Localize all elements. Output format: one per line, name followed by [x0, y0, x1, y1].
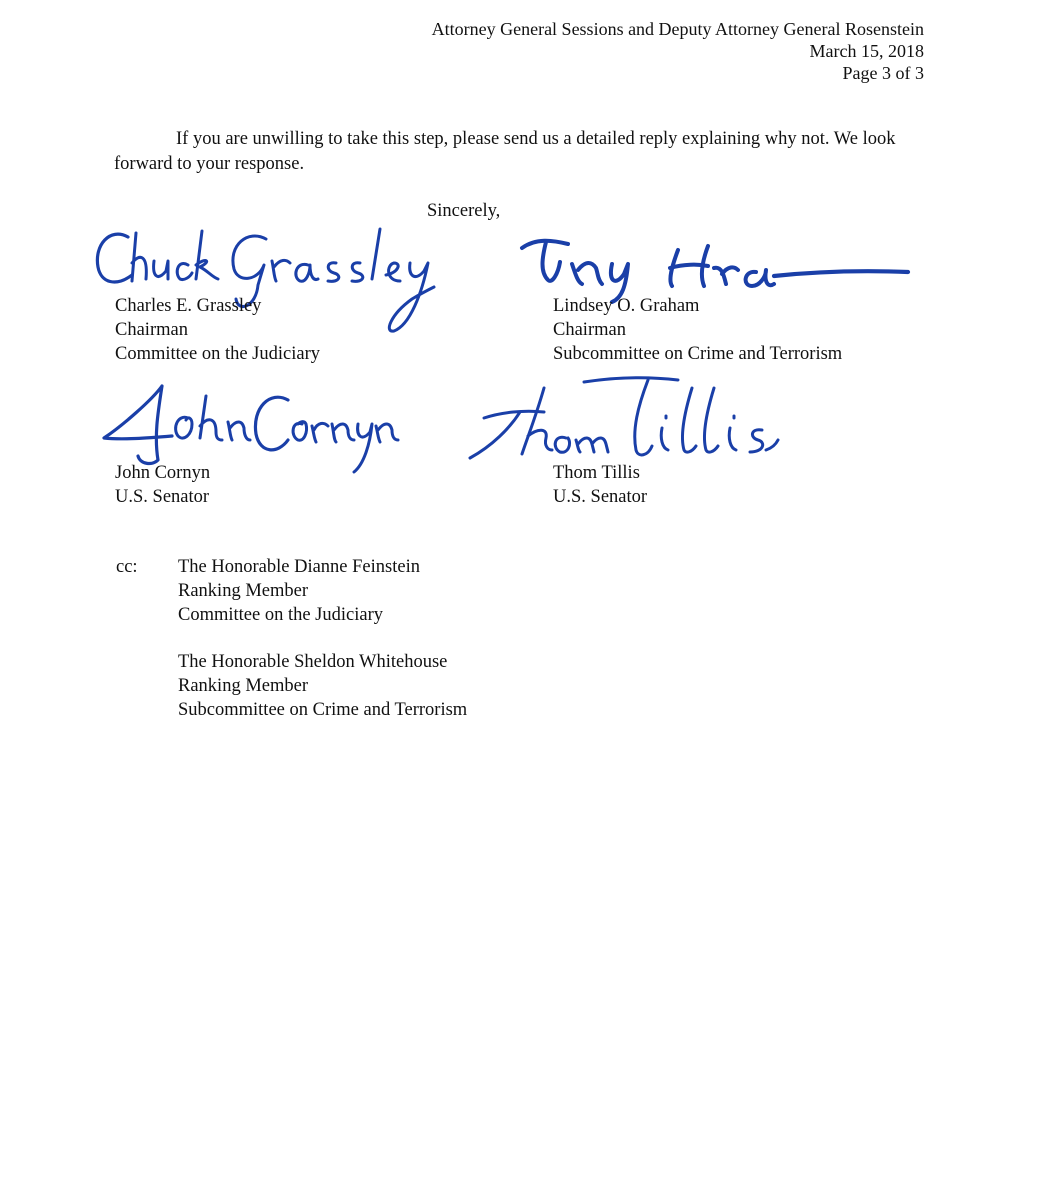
signatory-name: John Cornyn — [115, 463, 211, 483]
signatory-name: Charles E. Grassley — [115, 296, 262, 316]
signatory-title: Chairman — [553, 320, 626, 340]
cc-recipient — [178, 555, 467, 627]
header-date: March 15, 2018 — [809, 41, 924, 61]
cc-recipient-committee: Subcommittee on Crime and Terrorism — [178, 700, 468, 720]
signatory-block-grassley — [115, 294, 320, 366]
closing: Sincerely, — [427, 201, 501, 221]
cc-recipient-name: The Honorable Dianne Feinstein — [178, 557, 420, 577]
cc-recipient-name: The Honorable Sheldon Whitehouse — [178, 652, 448, 672]
cc-label: cc: — [116, 557, 138, 577]
signatory-title: U.S. Senator — [553, 487, 648, 507]
signatory-block-cornyn — [115, 461, 210, 509]
signatory-name: Lindsey O. Graham — [553, 296, 700, 316]
signatory-block-graham — [553, 294, 842, 366]
signatory-title: Chairman — [115, 320, 188, 340]
cc-recipient-committee: Committee on the Judiciary — [178, 605, 383, 625]
cc-recipient — [178, 650, 467, 722]
signatory-block-tillis — [553, 461, 647, 509]
header-page-number: Page 3 of 3 — [842, 63, 924, 83]
page-header — [432, 18, 924, 84]
body-paragraph: If you are unwilling to take this step, please send us a detailed reply explaining why not. We look forward to your response. — [114, 129, 896, 174]
cc-list — [178, 555, 467, 745]
signatory-title: U.S. Senator — [115, 487, 210, 507]
cc-recipient-role: Ranking Member — [178, 581, 308, 601]
signatory-name: Thom Tillis — [553, 463, 640, 483]
cc-recipient-role: Ranking Member — [178, 676, 308, 696]
signatory-committee: Subcommittee on Crime and Terrorism — [553, 344, 843, 364]
letter-body — [114, 127, 914, 177]
signatory-committee: Committee on the Judiciary — [115, 344, 320, 364]
header-recipients: Attorney General Sessions and Deputy Attorney General Rosenstein — [431, 19, 924, 39]
tillis-signature — [448, 372, 784, 470]
